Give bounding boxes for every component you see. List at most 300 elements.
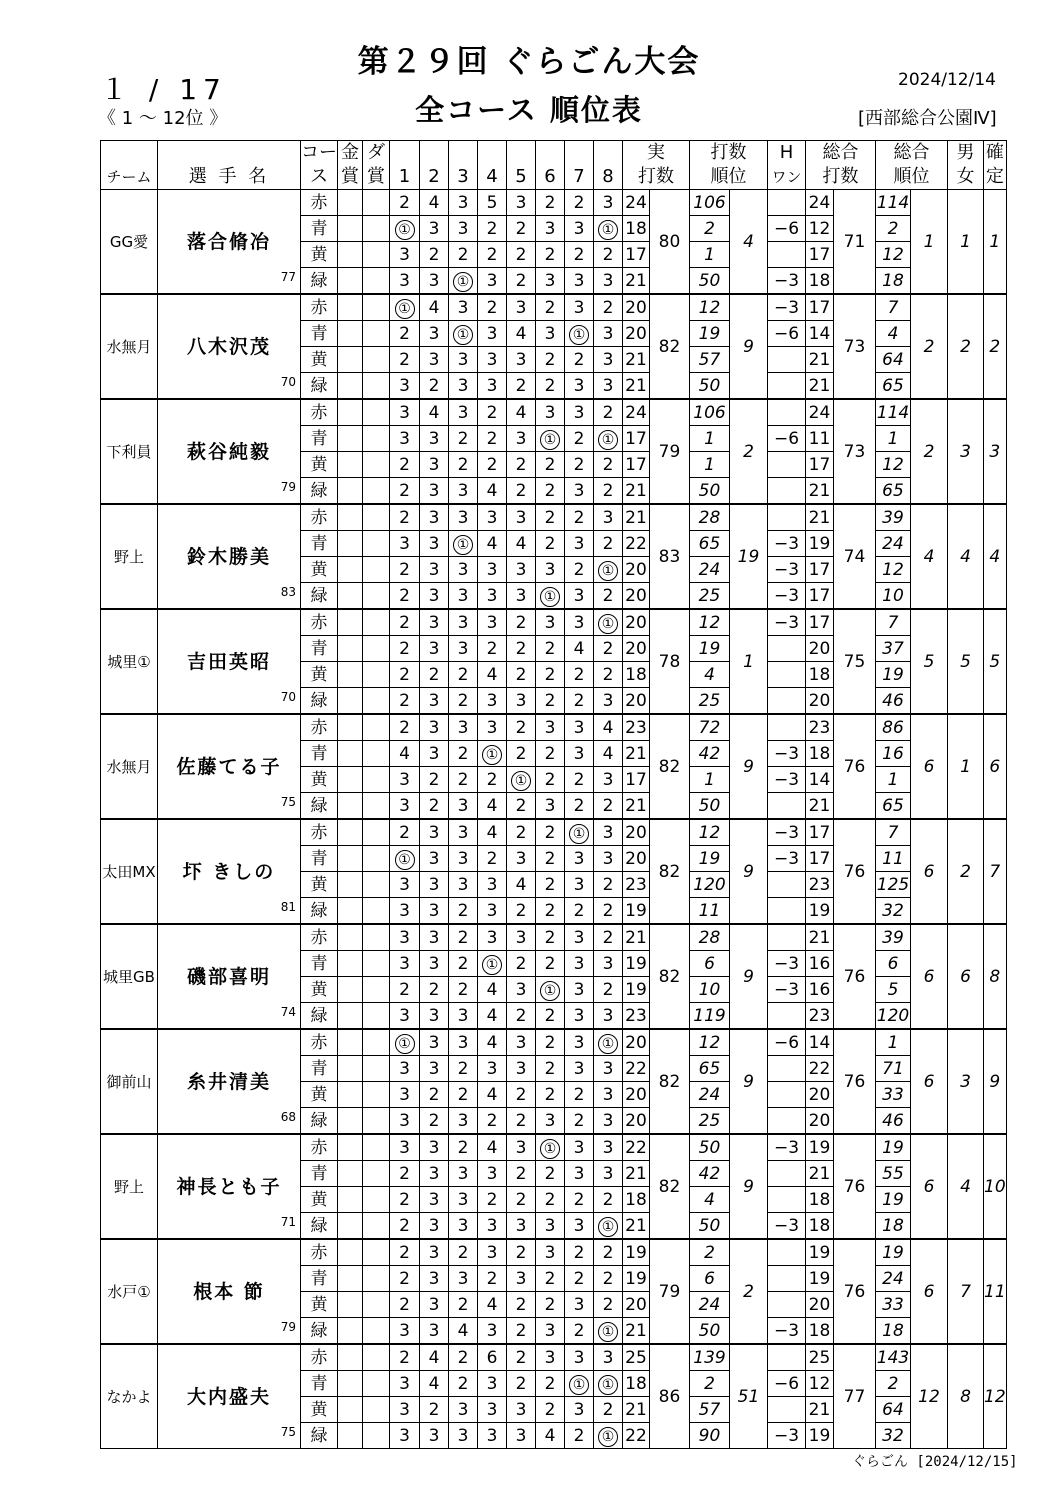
- adjusted-sum: 18: [806, 1187, 834, 1213]
- course-rank: 1: [690, 452, 730, 478]
- course-sum: 19: [623, 898, 650, 925]
- adjusted-rank: 125: [876, 872, 911, 898]
- hole-in-one-adj: −3: [768, 951, 806, 977]
- hole-in-one-adj: [768, 1292, 806, 1318]
- hole-score: 3: [420, 1056, 449, 1082]
- hole-score: 2: [420, 793, 449, 820]
- adjusted-sum: 19: [806, 1239, 834, 1266]
- gold-prize-cell: [338, 819, 363, 846]
- hole-score: [536, 583, 565, 610]
- hole-score: 2: [478, 846, 507, 872]
- hole-score: 4: [478, 531, 507, 557]
- hole-score: 2: [390, 1344, 420, 1371]
- course-rank: 12: [690, 1029, 730, 1056]
- player-name-text: 八木沢茂: [186, 335, 271, 358]
- hole-score: 2: [565, 347, 594, 373]
- hole-score: 4: [478, 1082, 507, 1108]
- hole-score: 3: [420, 636, 449, 662]
- course-label: 緑: [301, 1108, 338, 1135]
- hole-score: 3: [478, 609, 507, 636]
- hole-in-one-adj: [768, 478, 806, 505]
- hole-score: 3: [449, 1161, 478, 1187]
- hole-score: 2: [449, 924, 478, 951]
- gold-prize-cell: [338, 452, 363, 478]
- hole-in-one-mark: ①: [598, 1217, 618, 1237]
- hole-in-one-mark: ①: [482, 955, 502, 975]
- hole-score: 2: [536, 347, 565, 373]
- adjusted-sum: 21: [806, 504, 834, 531]
- gender-rank: 4: [948, 1134, 984, 1239]
- course-rank: 25: [690, 688, 730, 715]
- adjusted-sum: 18: [806, 741, 834, 767]
- hole-score: 3: [478, 714, 507, 741]
- hole-in-one-adj: [768, 662, 806, 688]
- da-prize-cell: [363, 1161, 390, 1187]
- course-sum: 20: [623, 294, 650, 321]
- hole-score: 3: [478, 557, 507, 583]
- hole-in-one-mark: ①: [453, 535, 473, 555]
- hole-score: 2: [565, 1318, 594, 1345]
- strokes-rank: 2: [730, 1239, 768, 1344]
- hole-score: 3: [449, 714, 478, 741]
- hole-score: 2: [507, 1239, 536, 1266]
- hole-score: 3: [420, 321, 449, 347]
- hole-score: 3: [390, 426, 420, 452]
- adjusted-rank: 32: [876, 898, 911, 925]
- hole-score: [594, 216, 623, 242]
- overall-total: 76: [834, 819, 876, 924]
- overall-total: 71: [834, 190, 876, 295]
- course-sum: 18: [623, 1371, 650, 1397]
- hole-score: 2: [536, 662, 565, 688]
- hole-score: 3: [449, 373, 478, 400]
- adjusted-rank: 18: [876, 1318, 911, 1345]
- da-prize-cell: [363, 399, 390, 426]
- hole-score: 3: [478, 1161, 507, 1187]
- hole-in-one-adj: [768, 1003, 806, 1030]
- da-prize-cell: [363, 951, 390, 977]
- da-prize-cell: [363, 714, 390, 741]
- hole-score: 2: [390, 1187, 420, 1213]
- hole-in-one-adj: [768, 1344, 806, 1371]
- gender-rank: 5: [948, 609, 984, 714]
- adjusted-sum: 23: [806, 1003, 834, 1030]
- adjusted-rank: 16: [876, 741, 911, 767]
- hole-score: 2: [449, 426, 478, 452]
- hole-score: 2: [390, 347, 420, 373]
- hole-in-one-mark: ①: [395, 850, 415, 870]
- hole-score: 3: [507, 190, 536, 216]
- hole-in-one-adj: [768, 1082, 806, 1108]
- gold-prize-cell: [338, 1266, 363, 1292]
- hole-score: 2: [594, 977, 623, 1003]
- adjusted-sum: 18: [806, 662, 834, 688]
- adjusted-rank: 143: [876, 1344, 911, 1371]
- gold-prize-cell: [338, 1344, 363, 1371]
- adjusted-sum: 17: [806, 557, 834, 583]
- hole-score: 3: [565, 1292, 594, 1318]
- page-number: １ / 17: [100, 73, 227, 106]
- hole-score: 3: [420, 819, 449, 846]
- course-rank: 50: [690, 793, 730, 820]
- course-rank: 119: [690, 1003, 730, 1030]
- course-label: 黄: [301, 452, 338, 478]
- adjusted-sum: 17: [806, 452, 834, 478]
- course-label: 青: [301, 1371, 338, 1397]
- hole-score: 3: [449, 347, 478, 373]
- hole-in-one-adj: −3: [768, 1134, 806, 1161]
- course-sum: 21: [623, 924, 650, 951]
- adjusted-sum: 21: [806, 793, 834, 820]
- hole-score: 2: [536, 1187, 565, 1213]
- course-label: 青: [301, 951, 338, 977]
- team-cell: 水無月: [101, 294, 158, 399]
- strokes-rank: 9: [730, 924, 768, 1029]
- da-prize-cell: [363, 662, 390, 688]
- hole-score: 3: [565, 741, 594, 767]
- adjusted-sum: 17: [806, 294, 834, 321]
- hole-score: 4: [449, 1318, 478, 1345]
- hole-score: 3: [420, 426, 449, 452]
- course-label: 緑: [301, 373, 338, 400]
- total-strokes: 82: [650, 714, 690, 819]
- hole-in-one-mark: ①: [395, 1034, 415, 1054]
- hole-score: 3: [536, 1239, 565, 1266]
- gold-prize-cell: [338, 583, 363, 610]
- player-name-text: 吉田英昭: [186, 650, 271, 673]
- course-rank: 2: [690, 1371, 730, 1397]
- hole-in-one-adj: [768, 399, 806, 426]
- course-sum: 21: [623, 504, 650, 531]
- hole-score: 3: [478, 1213, 507, 1240]
- adjusted-sum: 21: [806, 1161, 834, 1187]
- da-prize-cell: [363, 321, 390, 347]
- hole-score: 2: [390, 452, 420, 478]
- course-label: 黄: [301, 1187, 338, 1213]
- hole-score: 2: [478, 426, 507, 452]
- total-strokes: 79: [650, 399, 690, 504]
- course-rank: 11: [690, 898, 730, 925]
- course-sum: 22: [623, 531, 650, 557]
- course-label: 緑: [301, 268, 338, 295]
- course-rank: 42: [690, 1161, 730, 1187]
- da-prize-cell: [363, 1029, 390, 1056]
- hole-score: 3: [420, 504, 449, 531]
- hole-score: 2: [536, 452, 565, 478]
- hole-score: 3: [478, 924, 507, 951]
- team-cell: 水無月: [101, 714, 158, 819]
- course-rank: 19: [690, 846, 730, 872]
- hole-score: 2: [594, 1397, 623, 1423]
- hole-in-one-adj: [768, 688, 806, 715]
- hole-score: 4: [507, 399, 536, 426]
- hole-score: 3: [565, 1397, 594, 1423]
- hole-score: 4: [420, 399, 449, 426]
- strokes-rank: 19: [730, 504, 768, 609]
- hole-score: 2: [390, 819, 420, 846]
- hole-in-one-adj: [768, 1108, 806, 1135]
- course-label: 黄: [301, 977, 338, 1003]
- strokes-rank: 9: [730, 1134, 768, 1239]
- hole-score: 3: [565, 1213, 594, 1240]
- team-cell: 太田MX: [101, 819, 158, 924]
- adjusted-sum: 23: [806, 714, 834, 741]
- course-sum: 20: [623, 636, 650, 662]
- course-label: 青: [301, 321, 338, 347]
- hole-score: 3: [449, 1266, 478, 1292]
- gold-prize-cell: [338, 242, 363, 268]
- hole-score: 2: [536, 1161, 565, 1187]
- hole-score: 3: [390, 1423, 420, 1449]
- hole-score: [449, 321, 478, 347]
- da-prize-cell: [363, 478, 390, 505]
- hole-score: 3: [390, 531, 420, 557]
- hole-score: 3: [449, 190, 478, 216]
- hole-score: 2: [449, 242, 478, 268]
- course-rank: 50: [690, 268, 730, 295]
- hole-score: 3: [449, 294, 478, 321]
- hole-score: 3: [420, 531, 449, 557]
- gold-prize-cell: [338, 951, 363, 977]
- da-prize-cell: [363, 846, 390, 872]
- course-sum: 20: [623, 1029, 650, 1056]
- hole-score: 3: [536, 216, 565, 242]
- hole-score: 3: [565, 583, 594, 610]
- course-sum: 20: [623, 1292, 650, 1318]
- course-sum: 17: [623, 426, 650, 452]
- course-label: 赤: [301, 714, 338, 741]
- hole-in-one-mark: ①: [598, 561, 618, 581]
- hole-score: 2: [507, 951, 536, 977]
- final-rank: 7: [984, 819, 1007, 924]
- adjusted-sum: 18: [806, 1213, 834, 1240]
- adjusted-rank: 37: [876, 636, 911, 662]
- adjusted-sum: 20: [806, 1082, 834, 1108]
- hole-score: 2: [594, 1266, 623, 1292]
- player-name: [158, 399, 301, 504]
- player-age: 70: [280, 375, 296, 389]
- hole-score: 2: [594, 583, 623, 610]
- hole-score: 2: [536, 741, 565, 767]
- player-age: 81: [280, 900, 296, 914]
- strokes-rank: 9: [730, 819, 768, 924]
- header-hole-1: 1: [390, 165, 420, 190]
- hole-score: 3: [565, 1134, 594, 1161]
- gold-prize-cell: [338, 714, 363, 741]
- da-prize-cell: [363, 636, 390, 662]
- hole-score: 3: [594, 1161, 623, 1187]
- overall-total: 76: [834, 1029, 876, 1134]
- course-rank: 19: [690, 636, 730, 662]
- course-label: 緑: [301, 1213, 338, 1240]
- hole-score: 6: [478, 1344, 507, 1371]
- course-rank: 120: [690, 872, 730, 898]
- gold-prize-cell: [338, 321, 363, 347]
- hole-score: [449, 531, 478, 557]
- hole-score: 2: [390, 662, 420, 688]
- hole-score: 2: [390, 1239, 420, 1266]
- hole-score: 3: [565, 399, 594, 426]
- hole-score: 3: [420, 872, 449, 898]
- hole-score: 3: [507, 1266, 536, 1292]
- hole-in-one-adj: [768, 898, 806, 925]
- gold-prize-cell: [338, 846, 363, 872]
- player-name-text: 根本 節: [193, 1280, 265, 1303]
- hole-score: 2: [449, 1082, 478, 1108]
- da-prize-cell: [363, 373, 390, 400]
- hole-score: 3: [594, 951, 623, 977]
- hole-score: 4: [536, 1423, 565, 1449]
- hole-score: 3: [565, 872, 594, 898]
- gold-prize-cell: [338, 688, 363, 715]
- course-rank: 57: [690, 347, 730, 373]
- hole-score: 2: [536, 846, 565, 872]
- da-prize-cell: [363, 1292, 390, 1318]
- hole-score: 3: [507, 846, 536, 872]
- hole-in-one-adj: −3: [768, 557, 806, 583]
- course-sum: 24: [623, 399, 650, 426]
- adjusted-sum: 12: [806, 1371, 834, 1397]
- player-name-text: 萩谷純毅: [186, 440, 271, 463]
- hole-score: 4: [420, 294, 449, 321]
- hole-score: 3: [507, 294, 536, 321]
- adjusted-sum: 14: [806, 767, 834, 793]
- gold-prize-cell: [338, 1056, 363, 1082]
- table-row: [101, 1239, 1007, 1266]
- hole-score: 2: [594, 1239, 623, 1266]
- gender-rank: 4: [948, 504, 984, 609]
- adjusted-rank: 65: [876, 793, 911, 820]
- course-rank: 42: [690, 741, 730, 767]
- hole-score: 4: [594, 714, 623, 741]
- total-strokes: 78: [650, 609, 690, 714]
- hole-score: 2: [594, 1292, 623, 1318]
- course-sum: 19: [623, 1239, 650, 1266]
- hole-score: 3: [594, 190, 623, 216]
- course-label: 緑: [301, 898, 338, 925]
- hole-score: 2: [420, 242, 449, 268]
- strokes-rank: 2: [730, 399, 768, 504]
- course-label: 赤: [301, 1029, 338, 1056]
- overall-total: 77: [834, 1344, 876, 1449]
- hole-score: 3: [420, 1318, 449, 1345]
- hole-score: 4: [507, 531, 536, 557]
- player-name: [158, 1239, 301, 1344]
- player-name: [158, 504, 301, 609]
- hole-score: 3: [594, 1082, 623, 1108]
- course-rank: 6: [690, 951, 730, 977]
- hole-score: 3: [565, 216, 594, 242]
- course-rank: 50: [690, 1134, 730, 1161]
- adjusted-rank: 39: [876, 924, 911, 951]
- hole-score: 2: [565, 767, 594, 793]
- player-name-text: 鈴木勝美: [186, 545, 271, 568]
- overall-total: 73: [834, 294, 876, 399]
- course-label: 緑: [301, 583, 338, 610]
- overall-total: 76: [834, 924, 876, 1029]
- hole-score: [594, 557, 623, 583]
- da-prize-cell: [363, 1187, 390, 1213]
- course-label: 赤: [301, 399, 338, 426]
- hole-score: 2: [507, 1187, 536, 1213]
- hole-score: [594, 1029, 623, 1056]
- hole-score: 2: [507, 1161, 536, 1187]
- adjusted-sum: 24: [806, 190, 834, 216]
- team-header-top: [101, 141, 158, 166]
- total-strokes: 82: [650, 1134, 690, 1239]
- hole-score: 3: [390, 767, 420, 793]
- hole-score: 2: [507, 609, 536, 636]
- course-label: 赤: [301, 294, 338, 321]
- gold-prize-cell: [338, 1318, 363, 1345]
- adjusted-rank: 64: [876, 347, 911, 373]
- overall-total: 76: [834, 1134, 876, 1239]
- course-label: 黄: [301, 872, 338, 898]
- hole-score: 3: [420, 1029, 449, 1056]
- da-prize-cell: [363, 347, 390, 373]
- da-prize-cell: [363, 898, 390, 925]
- hole-score: 3: [565, 714, 594, 741]
- hole-score: 4: [478, 1292, 507, 1318]
- course-sum: 24: [623, 190, 650, 216]
- hole-score: 3: [478, 268, 507, 295]
- hole-score: 3: [478, 1239, 507, 1266]
- gold-prize-cell: [338, 1082, 363, 1108]
- hole-score: 3: [390, 1082, 420, 1108]
- hole-score: 2: [507, 216, 536, 242]
- total-strokes: 82: [650, 1029, 690, 1134]
- da-prize-cell: [363, 426, 390, 452]
- course-label: 赤: [301, 924, 338, 951]
- hole-in-one-adj: [768, 793, 806, 820]
- hole-score: 2: [390, 1266, 420, 1292]
- course-rank: 1: [690, 426, 730, 452]
- adjusted-sum: 20: [806, 1108, 834, 1135]
- hole-score: 2: [507, 793, 536, 820]
- header-gender: 男: [948, 141, 984, 166]
- hole-in-one-adj: −3: [768, 846, 806, 872]
- hole-score: 3: [420, 688, 449, 715]
- course-rank: 24: [690, 557, 730, 583]
- hole-score: 3: [478, 504, 507, 531]
- total-strokes: 80: [650, 190, 690, 295]
- gold-prize-cell: [338, 190, 363, 216]
- course-label: 赤: [301, 609, 338, 636]
- adjusted-rank: 33: [876, 1292, 911, 1318]
- adjusted-rank: 11: [876, 846, 911, 872]
- hole-in-one-adj: −3: [768, 741, 806, 767]
- hole-in-one-adj: −6: [768, 1029, 806, 1056]
- hole-score: 4: [594, 741, 623, 767]
- course-rank: 50: [690, 373, 730, 400]
- header-name: 選 手 名: [158, 165, 301, 190]
- hole-score: 3: [420, 478, 449, 505]
- adjusted-rank: 19: [876, 1239, 911, 1266]
- da-prize-cell: [363, 688, 390, 715]
- gender-rank: 1: [948, 190, 984, 295]
- hole-score: 2: [390, 636, 420, 662]
- tournament-title: 第２９回 ぐらごん大会: [357, 44, 701, 80]
- hole-score: 2: [390, 609, 420, 636]
- course-rank: 106: [690, 399, 730, 426]
- hole-in-one-mark: ①: [569, 1375, 589, 1395]
- hole-score: 2: [390, 1161, 420, 1187]
- adjusted-sum: 21: [806, 478, 834, 505]
- course-rank: 50: [690, 1318, 730, 1345]
- hole-score: 2: [420, 1397, 449, 1423]
- event-date: 2024/12/14: [898, 70, 996, 90]
- hole-score: 3: [420, 1134, 449, 1161]
